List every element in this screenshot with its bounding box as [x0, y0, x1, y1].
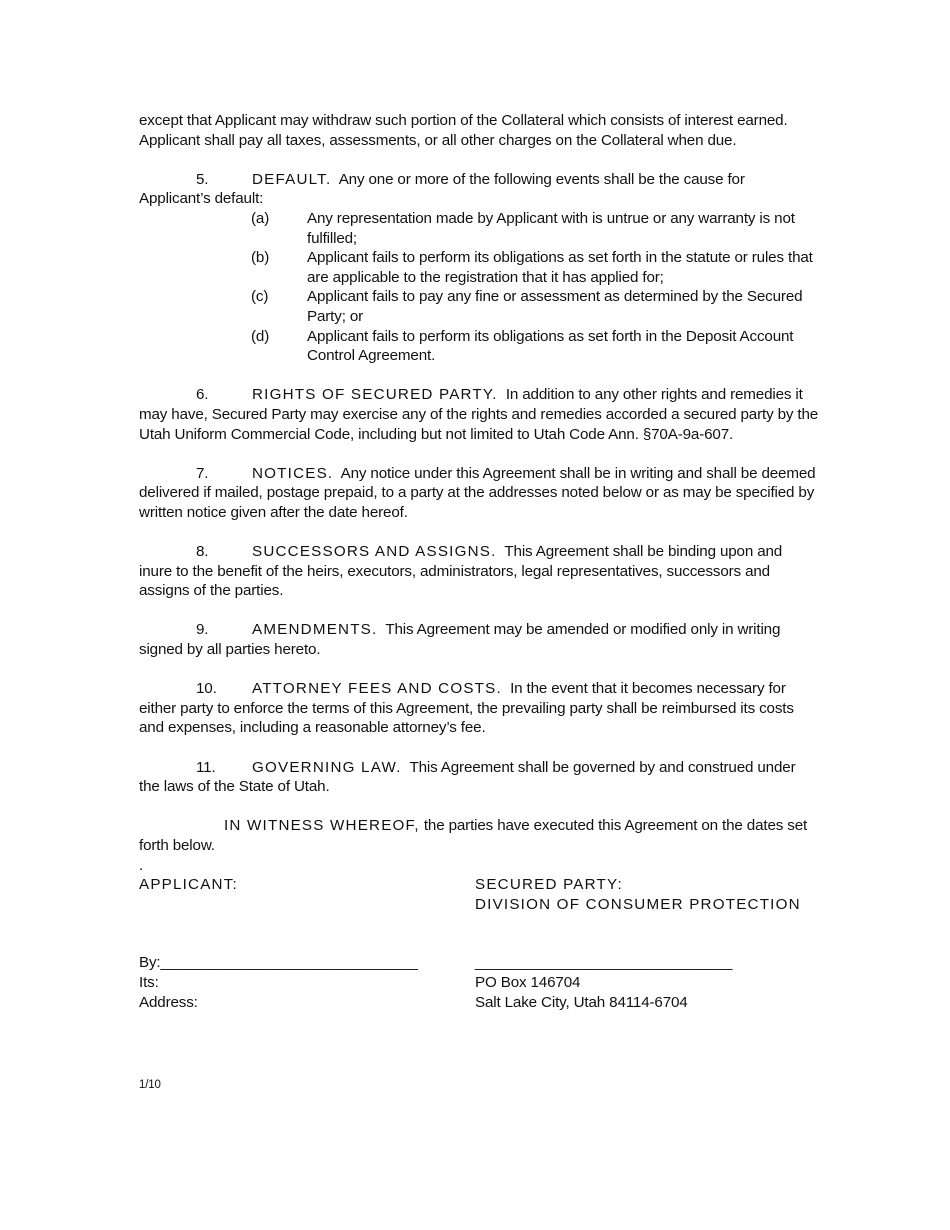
item-label: (c)	[251, 288, 269, 306]
po-box: PO Box 146704	[475, 973, 581, 991]
section-heading: NOTICES.	[252, 464, 334, 482]
list-item	[251, 209, 819, 248]
section-heading: AMENDMENTS.	[252, 621, 378, 639]
item-text: Applicant fails to perform its obligations as set forth in the Deposit Account Control Agreement.	[307, 327, 794, 365]
section-attorney-fees	[139, 679, 819, 738]
city-address: Salt Lake City, Utah 84114-6704	[475, 993, 688, 1011]
item-text: Applicant fails to perform its obligations as set forth in the statute or rules that are applicable to the registration that it has applied for;	[307, 249, 813, 286]
witness-heading: IN WITNESS WHEREOF,	[224, 817, 420, 835]
witness-text: the parties have executed this Agreement on the dates set forth below.	[139, 817, 808, 854]
section-notices	[139, 464, 819, 523]
address-label: Address:	[139, 993, 198, 1011]
item-text: Any representation made by Applicant with is untrue or any warranty is not fulfilled;	[307, 209, 795, 247]
secured-party-label: SECURED PARTY:	[475, 876, 623, 894]
section-text: This Agreement may be amended or modified only in writing signed by all parties hereto.	[139, 621, 781, 659]
list-item	[251, 327, 819, 366]
secured-party-signature-line: _______________________________	[475, 954, 733, 972]
section-heading: ATTORNEY FEES AND COSTS.	[252, 680, 502, 698]
list-item	[251, 287, 819, 326]
list-item	[251, 248, 819, 287]
section-number: 10.	[196, 680, 217, 698]
section-text: This Agreement shall be governed by and construed under the laws of the State of Utah.	[139, 758, 796, 796]
its-label: Its:	[139, 973, 159, 991]
intro-paragraph: except that Applicant may withdraw such portion of the Collateral which consists of interest earned. Applicant shall pay all taxes, assessments, or all other charges on the Collateral when due.	[139, 112, 788, 149]
section-number: 8.	[196, 543, 209, 561]
section-default	[139, 170, 819, 366]
item-text: Applicant fails to pay any fine or assessment as determined by the Secured Party; or	[307, 288, 803, 325]
stray-dot: .	[139, 856, 144, 874]
section-number: 9.	[196, 621, 209, 639]
section-text: This Agreement shall be binding upon and inure to the benefit of the heirs, executors, administrators, legal representatives, successors and assigns of the parties.	[139, 543, 783, 600]
page-footer: 1/10	[139, 1079, 161, 1091]
section-heading: DEFAULT.	[252, 170, 332, 188]
item-label: (a)	[251, 209, 270, 227]
document-page	[139, 111, 819, 1012]
section-text: Any notice under this Agreement shall be in writing and shall be deemed delivered if mailed, postage prepaid, to a party at the addresses noted below or as may be specified by written notice given after the date hereof.	[139, 464, 816, 521]
item-label: (d)	[251, 327, 270, 345]
secured-party-name: DIVISION OF CONSUMER PROTECTION	[475, 895, 801, 913]
applicant-signature-line: By:_______________________________	[139, 954, 418, 972]
section-number: 6.	[196, 386, 209, 404]
section-text: In the event that it becomes necessary for either party to enforce the terms of this Agreement, the prevailing party shall be reimbursed its costs and expenses, including a reasonable attorney’s fee.	[139, 680, 794, 737]
item-label: (b)	[251, 249, 270, 267]
section-successors	[139, 542, 819, 601]
section-text: Any one or more of the following events shall be the cause for Applicant’s default:	[139, 170, 745, 208]
section-amendments	[139, 620, 819, 659]
section-heading: SUCCESSORS AND ASSIGNS.	[252, 543, 497, 561]
witness-paragraph	[139, 816, 819, 855]
section-number: 5.	[196, 170, 209, 188]
section-heading: GOVERNING LAW.	[252, 758, 402, 776]
section-rights	[139, 385, 819, 444]
section-number: 7.	[196, 464, 209, 482]
section-heading: RIGHTS OF SECURED PARTY.	[252, 386, 498, 404]
section-text: In addition to any other rights and remedies it may have, Secured Party may exercise any of the rights and remedies accorded a secured party by the Utah Uniform Commercial Code, including but not limited to Utah Code Ann. §70A-9a-607.	[139, 386, 819, 443]
applicant-label: APPLICANT:	[139, 876, 238, 894]
signature-block	[139, 875, 819, 1012]
section-governing-law	[139, 758, 819, 797]
section-number: 11.	[196, 758, 216, 776]
